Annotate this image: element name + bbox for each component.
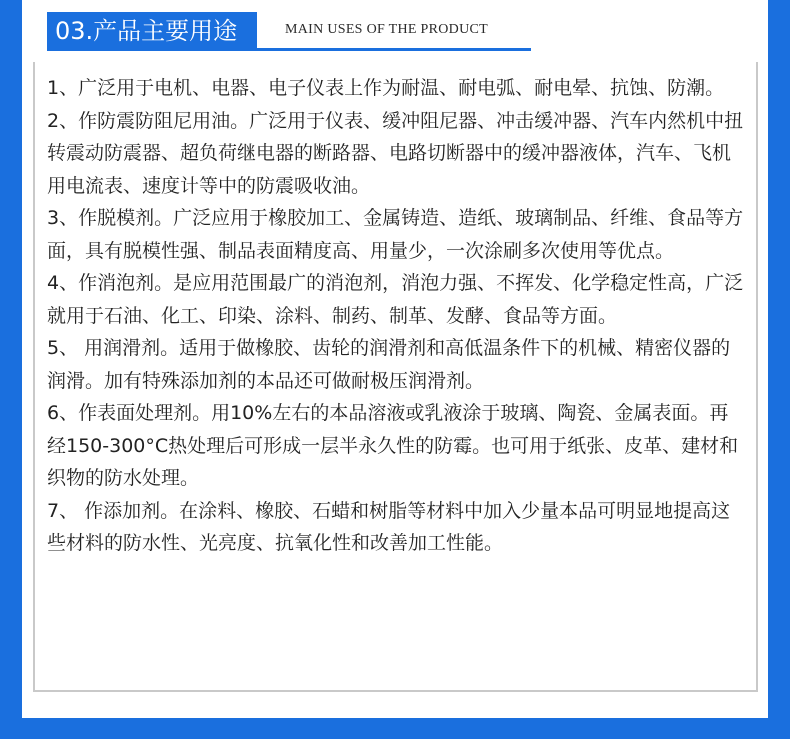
use-item-2: 2、作防震防阻尼用油。广泛用于仪表、缓冲阻尼器、冲击缓冲器、汽车内然机中扭转震动防震器、超负荷继电器的断路器、电路切断器中的缓冲器液体，汽车、飞机用电流表、速度计等中的防震吸收油。 bbox=[47, 109, 744, 197]
use-item-5: 5、 用润滑剂。适用于做橡胶、齿轮的润滑剂和高低温条件下的机械、精密仪器的润滑。加有特殊添加剂的本品还可做耐极压润滑剂。 bbox=[47, 337, 731, 392]
section-title: 03.产品主要用途 bbox=[47, 12, 257, 50]
use-item-6: 6、作表面处理剂。用10%左右的本品溶液或乳液涂于玻璃、陶瓷、金属表面。再经150-300°C热处理后可形成一层半永久性的防霉。也可用于纸张、皮革、建材和织物的防水处理。 bbox=[47, 402, 739, 489]
use-item-7: 7、 作添加剂。在涂料、橡胶、石蜡和树脂等材料中加入少量本品可明显地提高这些材料的防水性、光亮度、抗氧化性和改善加工性能。 bbox=[47, 499, 731, 554]
title-underline bbox=[47, 48, 531, 51]
use-item-1: 1、广泛用于电机、电器、电子仪表上作为耐温、耐电弧、耐电晕、抗蚀、防潮。 bbox=[47, 77, 725, 99]
use-item-4: 4、作消泡剂。是应用范围最广的消泡剂，消泡力强、不挥发、化学稳定性高，广泛就用于石油、化工、印染、涂料、制药、制革、发酵、食品等方面。 bbox=[47, 272, 744, 327]
section-subtitle: MAIN USES OF THE PRODUCT bbox=[285, 22, 488, 37]
use-item-3: 3、作脱模剂。广泛应用于橡胶加工、金属铸造、造纸、玻璃制品、纤维、食品等方面，具有脱模性强、制品表面精度高、用量少，一次涂刷多次使用等优点。 bbox=[47, 207, 744, 262]
uses-list bbox=[47, 72, 747, 560]
